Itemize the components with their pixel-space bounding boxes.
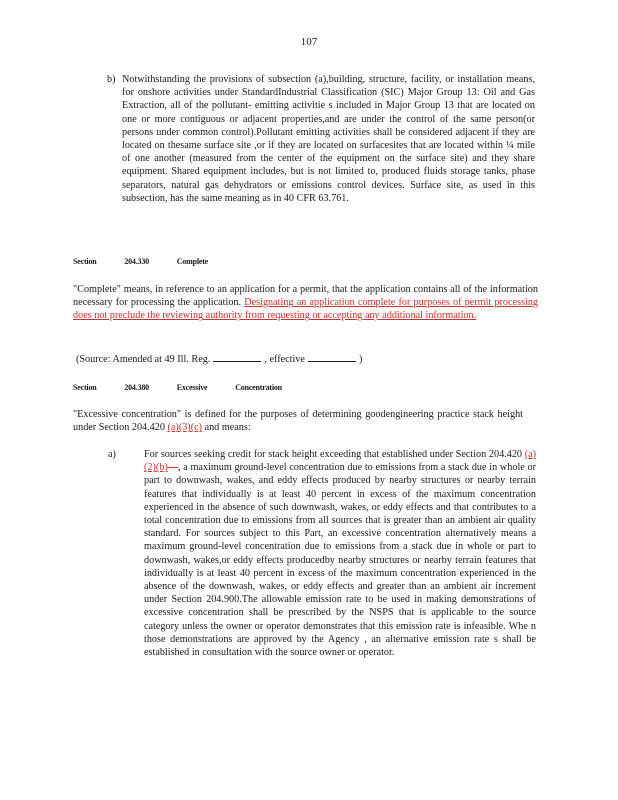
definition-excessive-ref: (a)(3)(c) (167, 422, 203, 434)
paragraph-a (108, 448, 536, 659)
definition-complete-text: "Complete" means, in reference to an application for a permit, that the application contains all of the information necessary for processing the application. (73, 284, 538, 309)
paragraph-a-text-2: , a maximum ground-level concentration due to emissions from a stack due in whole or part to downwash, wakes, and eddy effects produced by nearby structures or nearby terrain features that individually is at least 40 percent in excess of the maximum concentration experienced in the absence of such downwash, wakes, or eddy effects and that contributes to a total concentration due to emissions from all sources that is greater than an ambient air quality standard. For sources subject to this Part, an excessive concentration alternatively means a maximum ground-level concentration due to emissions from a stack due in whole or part to downwash, wakes,or eddy effects producedby nearby structures or nearby terrain features that individually is at least 40 percent in excess of the maximum concentration experienced in the absence of the downwash, wakes, or eddy effects and greater than an ambient air increment under Section 204.900.The allowable emission rate to be used in making demonstrations of excessive concentration shall be prescribed by the NSPS that is applicable to the source category unless the owner or operator demonstrates that this emission rate is infeasible. Whe n those demonstrations are approved by the Agency , an alternative emission rate s shall be established in consultation with the source owner or operator. (144, 462, 536, 659)
definition-complete-added-text: Designating an application complete for purposes of permit processing does not preclude the reviewing authority from requesting or accepting any additional information. (73, 297, 539, 322)
source-note (76, 352, 536, 366)
section-word: Section (73, 383, 97, 392)
effective-date-blank (308, 352, 356, 362)
paragraph-a-struck-text: — (167, 462, 178, 474)
definition-excessive-start: "Excessive concentration" is defined for the purposes of determining goodengineering practice stack height under Section 204.420 (73, 409, 523, 434)
register-blank (213, 352, 261, 362)
section-word: Section (73, 257, 97, 266)
paragraph-b-text: Notwithstanding the provisions of subsection (a),building, structure, facility, or installation means, for onshore activities under StandardIndustrial Classification (SIC) Major Group 13: Oil and Gas Extraction, all of the pollutant- emitting activitie s included in Major Group 13 that are located on one or more contiguous or adjacent properties,and are under the control of the same person(or persons under common control).Pollutant emitting activities shall be considered adjacent if they are located on thesame surface site ,or if they are located on surfacesites that are located within ¼ mile of one another (measured from the center of the equipment on the surface site) and they share equipment. Shared equipment includes, but is not limited to, produced fluids storage tanks, phase separators, natural gas dehydrators or emissions control devices. Surface site, as used in this subsection, has the same meaning as in 40 CFR 63.761. (122, 74, 535, 204)
source-note-effective: , effective (264, 354, 305, 365)
page-number: 107 (300, 36, 318, 48)
section-title-part-2: Concentration (235, 383, 282, 392)
source-note-prefix: (Source: Amended at 49 Ill. Reg. (76, 354, 211, 365)
definition-excessive-concentration (73, 408, 523, 434)
paragraph-b (107, 73, 535, 205)
paragraph-a-text (144, 448, 536, 659)
section-heading-380 (73, 383, 308, 392)
definition-excessive-end: and means: (204, 422, 251, 434)
definition-complete (73, 283, 538, 323)
section-title-part-1: Excessive (176, 383, 208, 392)
section-number: 204.330 (124, 257, 149, 266)
section-title: Complete (176, 257, 209, 266)
paragraph-a-inserted-ref: (a)(2)(b) (144, 449, 536, 474)
source-note-suffix: ) (358, 354, 363, 365)
section-heading-330 (73, 257, 234, 266)
paragraph-b-label: b) (107, 74, 116, 85)
paragraph-a-text-1: For sources seeking credit for stack height exceeding that established under Section 204.420 (144, 449, 523, 460)
section-number: 204.380 (124, 383, 149, 392)
paragraph-a-label: a) (108, 449, 116, 460)
